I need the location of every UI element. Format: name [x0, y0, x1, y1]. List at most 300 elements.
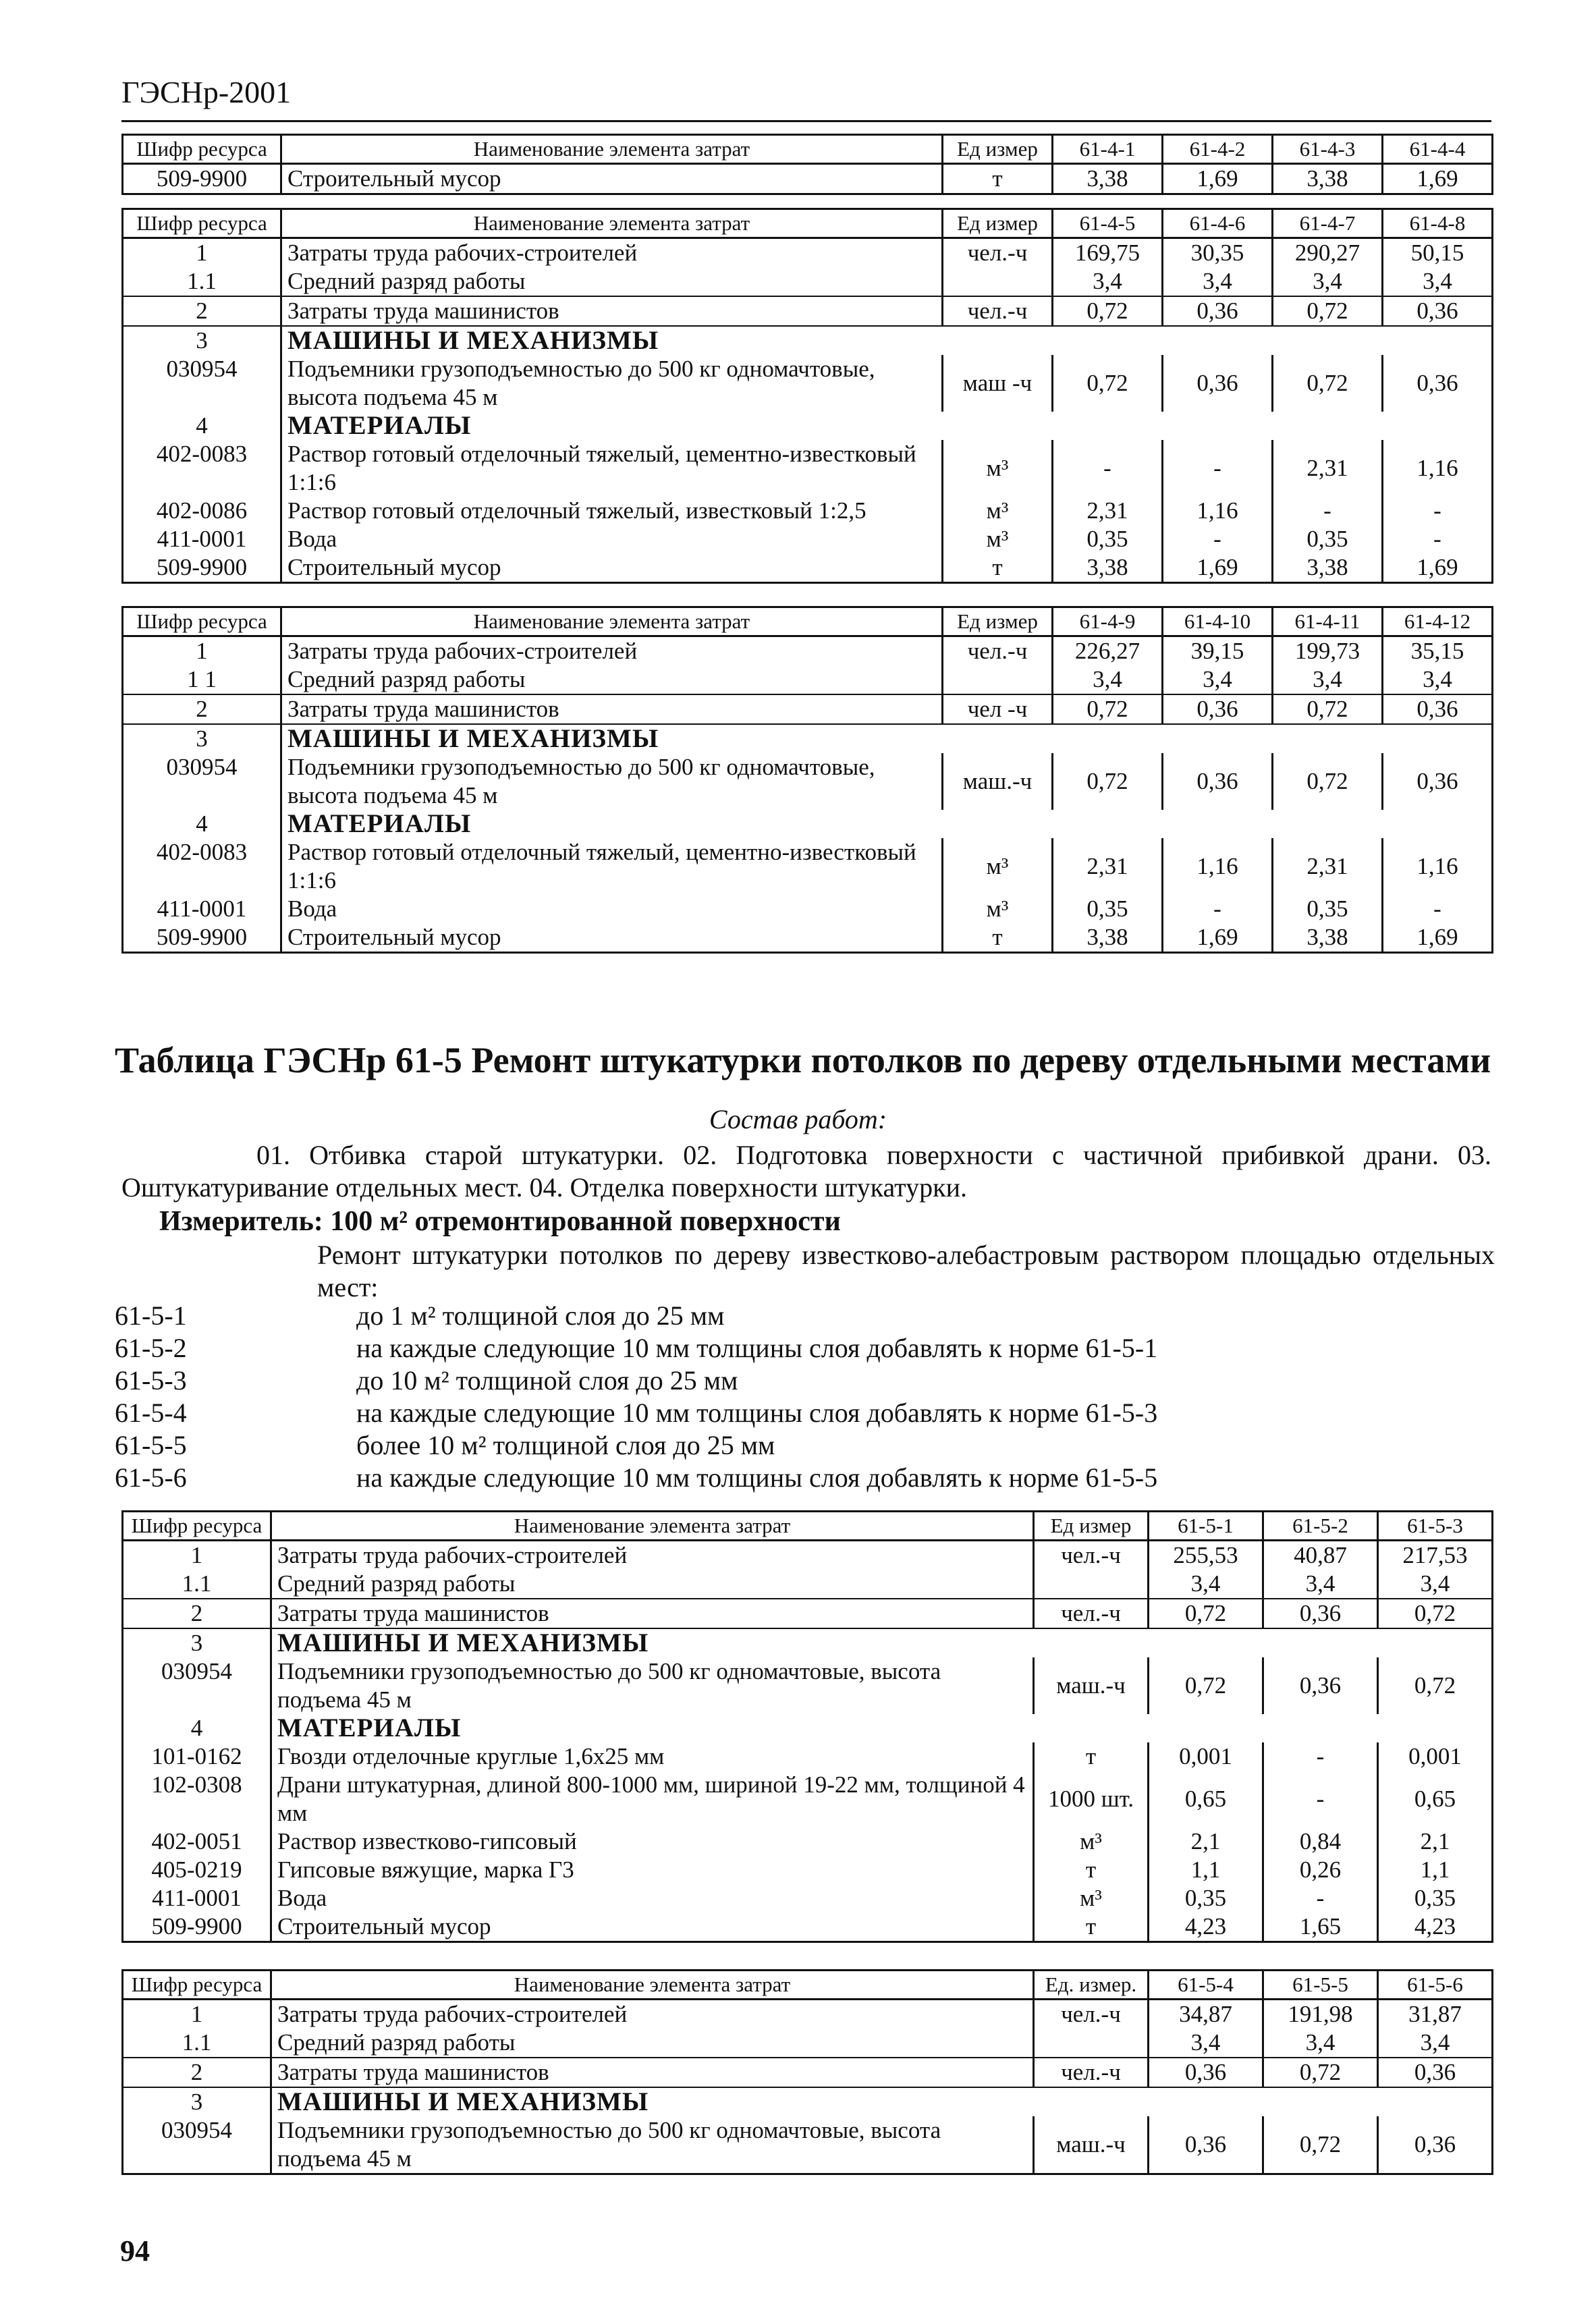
- row-value: -: [1383, 525, 1493, 553]
- row-value: 2,31: [1273, 838, 1383, 895]
- table-row: [123, 1714, 1493, 1742]
- row-code: 4: [123, 412, 281, 440]
- row-code: 2: [123, 694, 281, 724]
- norm-item: [115, 1462, 1157, 1494]
- header-name: Наименование элемента затрат: [271, 1971, 1034, 2000]
- row-value: 3,4: [1149, 1570, 1263, 1599]
- row-code: 509-9900: [123, 164, 281, 194]
- row-value: 0,72: [1273, 355, 1383, 412]
- row-name: Подъемники грузоподъемностью до 500 кг одномачтовые, высота подъема 45 м: [271, 2116, 1034, 2174]
- row-value: 0,36: [1263, 1657, 1378, 1714]
- row-value: 217,53: [1378, 1541, 1493, 1570]
- row-code: 509-9900: [123, 923, 281, 953]
- row-value: 1,69: [1383, 553, 1493, 583]
- row-unit: [943, 267, 1053, 296]
- row-value: 0,72: [1273, 753, 1383, 810]
- row-value: 3,4: [1273, 665, 1383, 694]
- row-value: 1,16: [1163, 497, 1273, 525]
- norm-code: 61-5-6: [115, 1462, 187, 1493]
- resource-table-61-4-1: [121, 134, 1493, 195]
- table-body-1: [123, 135, 1493, 194]
- header-code: Шифр ресурса: [123, 607, 281, 636]
- row-value: 0,72: [1053, 296, 1163, 326]
- row-unit: [943, 665, 1053, 694]
- row-value: 0,72: [1149, 1599, 1263, 1628]
- measurer: Измеритель: 100 м² отремонтированной поверхности: [159, 1206, 841, 1237]
- row-value: 0,72: [1263, 2116, 1378, 2174]
- row-code: 411-0001: [123, 525, 281, 553]
- table-row: [123, 1541, 1493, 1570]
- row-code: 3: [123, 724, 281, 753]
- row-value: 0,72: [1273, 694, 1383, 724]
- table-row: [123, 412, 1493, 440]
- row-value: 0,72: [1053, 753, 1163, 810]
- row-code: 4: [123, 810, 281, 838]
- row-value: 255,53: [1149, 1541, 1263, 1570]
- header-name: Наименование элемента затрат: [281, 607, 943, 636]
- header-name: Наименование элемента затрат: [281, 135, 943, 164]
- row-code: 1.1: [123, 267, 281, 296]
- row-unit: чел.-ч: [943, 238, 1053, 268]
- row-value: 0,36: [1378, 2058, 1493, 2087]
- table-row: [123, 636, 1493, 666]
- row-name: Гипсовые вяжущие, марка Г3: [271, 1856, 1034, 1884]
- header-unit: Ед измер: [1034, 1512, 1149, 1541]
- row-unit: т: [943, 164, 1053, 194]
- header-norm-code: 61-4-6: [1163, 209, 1273, 238]
- header-code: Шифр ресурса: [123, 1971, 271, 2000]
- row-value: 39,15: [1163, 636, 1273, 666]
- row-name: Строительный мусор: [281, 164, 943, 194]
- header-norm-code: 61-4-8: [1383, 209, 1493, 238]
- row-value: 3,4: [1273, 267, 1383, 296]
- header-code: Шифр ресурса: [123, 209, 281, 238]
- table-row: [123, 923, 1493, 953]
- norms-intro: Ремонт штукатурки потолков по дереву известково-алебастровым раствором площадью отдельных мест:: [317, 1240, 1495, 1302]
- table-row: [123, 2000, 1493, 2029]
- row-name: Строительный мусор: [281, 923, 943, 953]
- row-unit: [1034, 1570, 1149, 1599]
- row-value: 3,4: [1263, 2029, 1378, 2058]
- row-code: 030954: [123, 2116, 271, 2174]
- row-unit: м³: [943, 895, 1053, 923]
- row-section-heading: МАШИНЫ И МЕХАНИЗМЫ: [271, 2087, 1493, 2116]
- row-value: 1,16: [1383, 838, 1493, 895]
- row-value: 4,23: [1378, 1912, 1493, 1942]
- table-row: [123, 296, 1493, 326]
- norm-text: более 10 м² толщиной слоя до 25 мм: [356, 1430, 775, 1460]
- header-rule: [121, 120, 1491, 122]
- table-body-3: [123, 607, 1493, 953]
- header-code: Шифр ресурса: [123, 1512, 271, 1541]
- table-row: [123, 1884, 1493, 1912]
- row-value: 0,36: [1383, 753, 1493, 810]
- row-value: 35,15: [1383, 636, 1493, 666]
- row-value: 3,38: [1273, 923, 1383, 953]
- row-code: 1: [123, 1541, 271, 1570]
- header-name: Наименование элемента затрат: [281, 209, 943, 238]
- row-code: 030954: [123, 753, 281, 810]
- row-unit: т: [1034, 1912, 1149, 1942]
- row-value: 0,36: [1383, 694, 1493, 724]
- row-name: Подъемники грузоподъемностью до 500 кг одномачтовые, высота подъема 45 м: [271, 1657, 1034, 1714]
- row-value: 3,4: [1378, 1570, 1493, 1599]
- row-code: 402-0083: [123, 440, 281, 497]
- row-name: Гвозди отделочные круглые 1,6х25 мм: [271, 1742, 1034, 1771]
- row-unit: м³: [1034, 1884, 1149, 1912]
- table-row: [123, 1657, 1493, 1714]
- row-unit: чел.-ч: [1034, 1599, 1149, 1628]
- row-value: 3,4: [1383, 665, 1493, 694]
- row-value: 0,36: [1378, 2116, 1493, 2174]
- row-code: 509-9900: [123, 553, 281, 583]
- row-value: 2,31: [1273, 440, 1383, 497]
- header-norm-code: 61-4-3: [1273, 135, 1383, 164]
- row-code: 509-9900: [123, 1912, 271, 1942]
- norm-code: 61-5-1: [115, 1300, 187, 1331]
- row-section-heading: МАШИНЫ И МЕХАНИЗМЫ: [281, 724, 1493, 753]
- row-name: Вода: [281, 895, 943, 923]
- table-header-row: [123, 1512, 1493, 1541]
- row-value: -: [1383, 497, 1493, 525]
- header-norm-code: 61-5-6: [1378, 1971, 1493, 2000]
- row-code: 3: [123, 326, 281, 355]
- table-row: [123, 238, 1493, 268]
- row-name: Раствор готовый отделочный тяжелый, известковый 1:2,5: [281, 497, 943, 525]
- row-value: -: [1263, 1742, 1378, 1771]
- header-code: Шифр ресурса: [123, 135, 281, 164]
- row-value: -: [1053, 440, 1163, 497]
- row-unit: чел.-ч: [1034, 2058, 1149, 2087]
- table-body-2: [123, 209, 1493, 583]
- header-norm-code: 61-4-10: [1163, 607, 1273, 636]
- header-norm-code: 61-4-9: [1053, 607, 1163, 636]
- row-name: Затраты труда машинистов: [281, 296, 943, 326]
- row-value: 3,38: [1273, 553, 1383, 583]
- row-code: 1.1: [123, 2029, 271, 2058]
- row-value: 3,4: [1163, 267, 1273, 296]
- row-value: 1,69: [1163, 923, 1273, 953]
- row-value: -: [1383, 895, 1493, 923]
- row-unit: м³: [943, 838, 1053, 895]
- row-code: 1 1: [123, 665, 281, 694]
- row-value: 2,31: [1053, 497, 1163, 525]
- table-row: [123, 1912, 1493, 1942]
- table-row: [123, 838, 1493, 895]
- row-unit: т: [943, 553, 1053, 583]
- norm-text: на каждые следующие 10 мм толщины слоя добавлять к норме 61-5-3: [356, 1398, 1158, 1428]
- norm-text: на каждые следующие 10 мм толщины слоя добавлять к норме 61-5-5: [356, 1462, 1158, 1493]
- header-unit: Ед измер: [943, 209, 1053, 238]
- row-name: Средний разряд работы: [281, 267, 943, 296]
- header-norm-code: 61-4-4: [1383, 135, 1493, 164]
- row-code: 2: [123, 2058, 271, 2087]
- table-row: [123, 753, 1493, 810]
- header-norm-code: 61-4-7: [1273, 209, 1383, 238]
- row-value: 3,4: [1053, 267, 1163, 296]
- row-value: 34,87: [1149, 2000, 1263, 2029]
- row-code: 2: [123, 1599, 271, 1628]
- row-value: 0,36: [1163, 694, 1273, 724]
- header-norm-code: 61-5-3: [1378, 1512, 1493, 1541]
- row-name: Затраты труда машинистов: [271, 1599, 1034, 1628]
- row-value: 30,35: [1163, 238, 1273, 268]
- row-unit: т: [1034, 1742, 1149, 1771]
- table-row: [123, 1771, 1493, 1827]
- header-norm-code: 61-4-5: [1053, 209, 1163, 238]
- row-code: 030954: [123, 1657, 271, 1714]
- norm-item: [115, 1365, 1157, 1397]
- row-value: -: [1163, 895, 1273, 923]
- row-value: 0,35: [1053, 895, 1163, 923]
- norm-code: 61-5-4: [115, 1398, 187, 1428]
- row-value: 50,15: [1383, 238, 1493, 268]
- row-code: 4: [123, 1714, 271, 1742]
- table-row: [123, 1628, 1493, 1657]
- table-row: [123, 525, 1493, 553]
- row-name: Подъемники грузоподъемностью до 500 кг одномачтовые, высота подъема 45 м: [281, 355, 943, 412]
- row-value: 0,35: [1053, 525, 1163, 553]
- table-row: [123, 355, 1493, 412]
- norm-text: на каждые следующие 10 мм толщины слоя добавлять к норме 61-5-1: [356, 1333, 1158, 1363]
- header-norm-code: 61-5-2: [1263, 1512, 1378, 1541]
- row-unit: м³: [943, 497, 1053, 525]
- row-code: 102-0308: [123, 1771, 271, 1827]
- row-name: Средний разряд работы: [281, 665, 943, 694]
- row-code: 2: [123, 296, 281, 326]
- row-name: Затраты труда рабочих-строителей: [281, 636, 943, 666]
- row-value: 31,87: [1378, 2000, 1493, 2029]
- table-row: [123, 810, 1493, 838]
- row-value: 3,4: [1053, 665, 1163, 694]
- header-unit: Ед измер: [943, 135, 1053, 164]
- row-value: 2,31: [1053, 838, 1163, 895]
- row-name: Вода: [271, 1884, 1034, 1912]
- row-value: 3,38: [1053, 923, 1163, 953]
- table-row: [123, 2029, 1493, 2058]
- row-value: 0,72: [1378, 1657, 1493, 1714]
- table-row: [123, 2058, 1493, 2087]
- row-value: 0,72: [1053, 694, 1163, 724]
- table-row: [123, 694, 1493, 724]
- row-value: 169,75: [1053, 238, 1163, 268]
- header-norm-code: 61-5-5: [1263, 1971, 1378, 2000]
- header-norm-code: 61-4-1: [1053, 135, 1163, 164]
- resource-table-61-5-4: [121, 1969, 1493, 2175]
- table-header-row: [123, 135, 1493, 164]
- table-row: [123, 1570, 1493, 1599]
- header-unit: Ед измер: [943, 607, 1053, 636]
- norm-code: 61-5-5: [115, 1430, 187, 1460]
- row-value: 0,72: [1149, 1657, 1263, 1714]
- header-norm-code: 61-4-11: [1273, 607, 1383, 636]
- row-value: 0,72: [1263, 2058, 1378, 2087]
- row-code: 1.1: [123, 1570, 271, 1599]
- row-value: 0,35: [1273, 525, 1383, 553]
- row-value: -: [1163, 440, 1273, 497]
- row-value: 1,69: [1163, 164, 1273, 194]
- row-value: 3,38: [1053, 164, 1163, 194]
- norm-item: [115, 1300, 1157, 1332]
- row-value: 1,1: [1378, 1856, 1493, 1884]
- row-value: 3,4: [1149, 2029, 1263, 2058]
- row-value: 3,4: [1378, 2029, 1493, 2058]
- row-unit: чел.-ч: [1034, 1541, 1149, 1570]
- norm-text: до 1 м² толщиной слоя до 25 мм: [356, 1300, 725, 1331]
- row-value: 0,35: [1149, 1884, 1263, 1912]
- table-body-4: [123, 1512, 1493, 1942]
- row-value: 290,27: [1273, 238, 1383, 268]
- table-row: [123, 267, 1493, 296]
- row-unit: м³: [1034, 1827, 1149, 1856]
- row-value: 0,84: [1263, 1827, 1378, 1856]
- row-name: Строительный мусор: [281, 553, 943, 583]
- section-title: Таблица ГЭСНр 61-5 Ремонт штукатурки потолков по дереву отдельными местами: [115, 1040, 1491, 1080]
- row-value: 1,1: [1149, 1856, 1263, 1884]
- header-unit: Ед. измер.: [1034, 1971, 1149, 2000]
- table-header-row: [123, 209, 1493, 238]
- row-value: 0,36: [1383, 296, 1493, 326]
- row-unit: чел.-ч: [943, 636, 1053, 666]
- row-name: Затраты труда рабочих-строителей: [281, 238, 943, 268]
- resource-table-61-5-1: [121, 1510, 1493, 1943]
- row-value: 4,23: [1149, 1912, 1263, 1942]
- row-section-heading: МАТЕРИАЛЫ: [281, 810, 1493, 838]
- row-value: 0,001: [1149, 1742, 1263, 1771]
- document-header: ГЭСНр-2001: [121, 75, 292, 109]
- table-row: [123, 2116, 1493, 2174]
- table-row: [123, 2087, 1493, 2116]
- row-name: Затраты труда машинистов: [281, 694, 943, 724]
- row-value: -: [1263, 1884, 1378, 1912]
- row-section-heading: МАШИНЫ И МЕХАНИЗМЫ: [281, 326, 1493, 355]
- row-value: 1,16: [1163, 838, 1273, 895]
- row-name: Затраты труда рабочих-строителей: [271, 2000, 1034, 2029]
- row-value: 0,36: [1149, 2116, 1263, 2174]
- row-name: Вода: [281, 525, 943, 553]
- header-name: Наименование элемента затрат: [271, 1512, 1034, 1541]
- row-unit: чел.-ч: [1034, 2000, 1149, 2029]
- row-code: 1: [123, 238, 281, 268]
- norm-item: [115, 1429, 1157, 1462]
- row-code: 1: [123, 2000, 271, 2029]
- row-value: 0,72: [1053, 355, 1163, 412]
- row-value: 0,36: [1263, 1599, 1378, 1628]
- row-code: 402-0051: [123, 1827, 271, 1856]
- row-code: 101-0162: [123, 1742, 271, 1771]
- norm-text: до 10 м² толщиной слоя до 25 мм: [356, 1365, 738, 1396]
- table-row: [123, 895, 1493, 923]
- row-unit: маш.-ч: [1034, 1657, 1149, 1714]
- resource-table-61-4-9: [121, 606, 1493, 954]
- row-unit: т: [943, 923, 1053, 953]
- row-value: 0,26: [1263, 1856, 1378, 1884]
- table-row: [123, 1742, 1493, 1771]
- row-name: Раствор готовый отделочный тяжелый, цементно-известковый 1:1:6: [281, 440, 943, 497]
- table-row: [123, 164, 1493, 194]
- row-value: 1,65: [1263, 1912, 1378, 1942]
- row-code: 030954: [123, 355, 281, 412]
- row-unit: чел.-ч: [943, 296, 1053, 326]
- row-value: 3,38: [1053, 553, 1163, 583]
- row-value: 0,36: [1163, 753, 1273, 810]
- row-value: 3,4: [1383, 267, 1493, 296]
- row-unit: 1000 шт.: [1034, 1771, 1149, 1827]
- row-unit: маш.-ч: [1034, 2116, 1149, 2174]
- row-name: Раствор готовый отделочный тяжелый, цементно-известковый 1:1:6: [281, 838, 943, 895]
- row-value: 3,38: [1273, 164, 1383, 194]
- row-value: -: [1163, 525, 1273, 553]
- row-name: Драни штукатурная, длиной 800-1000 мм, шириной 19-22 мм, толщиной 4 мм: [271, 1771, 1034, 1827]
- norm-code: 61-5-2: [115, 1333, 187, 1363]
- table-row: [123, 326, 1493, 355]
- row-section-heading: МАТЕРИАЛЫ: [281, 412, 1493, 440]
- row-name: Строительный мусор: [271, 1912, 1034, 1942]
- row-section-heading: МАТЕРИАЛЫ: [271, 1714, 1493, 1742]
- row-value: 0,65: [1149, 1771, 1263, 1827]
- row-name: Средний разряд работы: [271, 1570, 1034, 1599]
- row-name: Подъемники грузоподъемностью до 500 кг одномачтовые, высота подъема 45 м: [281, 753, 943, 810]
- row-section-heading: МАШИНЫ И МЕХАНИЗМЫ: [271, 1628, 1493, 1657]
- row-value: 0,36: [1383, 355, 1493, 412]
- table-row: [123, 724, 1493, 753]
- row-unit: м³: [943, 440, 1053, 497]
- row-unit: [1034, 2029, 1149, 2058]
- row-code: 411-0001: [123, 1884, 271, 1912]
- row-value: 3,4: [1163, 665, 1273, 694]
- row-value: 0,72: [1273, 296, 1383, 326]
- row-name: Затраты труда машинистов: [271, 2058, 1034, 2087]
- table-body-5: [123, 1971, 1493, 2174]
- resource-table-61-4-5: [121, 208, 1493, 584]
- row-code: 411-0001: [123, 895, 281, 923]
- norm-code: 61-5-3: [115, 1365, 187, 1396]
- header-norm-code: 61-5-1: [1149, 1512, 1263, 1541]
- row-value: 2,1: [1149, 1827, 1263, 1856]
- header-norm-code: 61-4-2: [1163, 135, 1273, 164]
- row-unit: маш.-ч: [943, 753, 1053, 810]
- row-code: 3: [123, 2087, 271, 2116]
- table-row: [123, 1856, 1493, 1884]
- row-unit: маш -ч: [943, 355, 1053, 412]
- work-composition-text: 01. Отбивка старой штукатурки. 02. Подготовка поверхности с частичной прибивкой драни. 03. Оштукатуривание отдельных мест. 04. Отделка поверхности штукатурки.: [121, 1140, 1491, 1203]
- row-value: 1,16: [1383, 440, 1493, 497]
- table-header-row: [123, 1971, 1493, 2000]
- row-value: 1,69: [1383, 923, 1493, 953]
- row-value: 226,27: [1053, 636, 1163, 666]
- row-name: Средний разряд работы: [271, 2029, 1034, 2058]
- table-row: [123, 1827, 1493, 1856]
- table-row: [123, 553, 1493, 583]
- row-value: 40,87: [1263, 1541, 1378, 1570]
- row-value: 1,69: [1383, 164, 1493, 194]
- row-unit: чел -ч: [943, 694, 1053, 724]
- row-value: 0,35: [1378, 1884, 1493, 1912]
- row-code: 1: [123, 636, 281, 666]
- row-value: 2,1: [1378, 1827, 1493, 1856]
- row-value: -: [1273, 497, 1383, 525]
- norm-item: [115, 1397, 1157, 1429]
- row-code: 402-0083: [123, 838, 281, 895]
- row-value: 191,98: [1263, 2000, 1378, 2029]
- row-unit: т: [1034, 1856, 1149, 1884]
- table-header-row: [123, 607, 1493, 636]
- row-code: 3: [123, 1628, 271, 1657]
- table-row: [123, 1599, 1493, 1628]
- row-value: 0,35: [1273, 895, 1383, 923]
- row-value: 0,72: [1378, 1599, 1493, 1628]
- row-code: 402-0086: [123, 497, 281, 525]
